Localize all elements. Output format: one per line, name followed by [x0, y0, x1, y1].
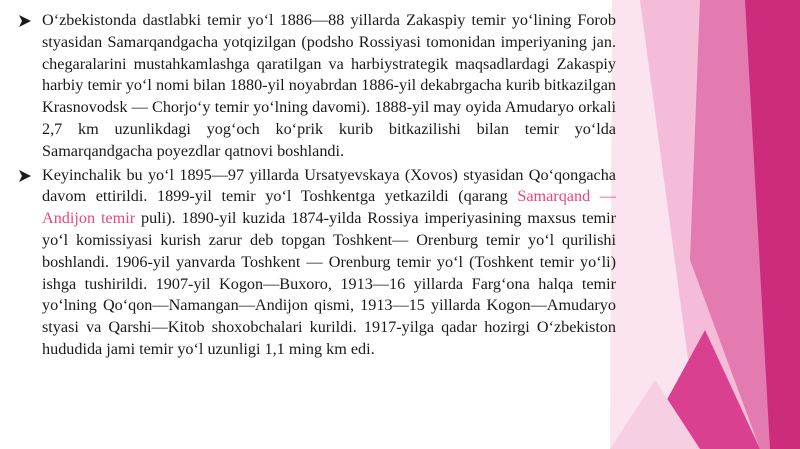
bullet-paragraph-1 — [18, 10, 616, 163]
paragraph-2-text-after: puli). 1890-yil kuzida 1874-yilda Rossiya imperiyasining maxsus temir yo‘l komissiyasi kurish zarur deb topgan Toshkent— Orenburg temir yo‘l qurilishi boshlandi. 1906-yil yanvarda Toshkent — Orenburg temir yo‘l (Toshkent temir yo‘li) ishga tushirildi. 1907-yil Kogon—Buxoro, 1913—16 yillarda Farg‘ona halqa temir yo‘lning Qo‘qon—Namangan—Andijon qismi, 1913—15 yillarda Kogon—Amudaryo styasi va Qarshi—Kitob shoxobchalari kurildi. 1917-yilga qadar hozirgi O‘zbekiston hududida jami temir yo‘l uzunligi 1,1 ming km edi. — [42, 209, 616, 358]
samarqand-andijon-link[interactable]: Samarqand — Andijon temir — [42, 187, 616, 228]
text-content — [18, 10, 616, 363]
arrowhead-bullet-icon — [18, 14, 32, 28]
arrowhead-bullet-icon — [18, 169, 32, 183]
bullet-paragraph-2 — [18, 165, 616, 361]
paragraph-2-text-before: Keyinchalik bu yo‘l 1895—97 yillarda Ursatyevskaya (Xovos) styasidan Qo‘qongacha davom ettirildi. 1899-yil temir yo‘l Toshkentga yetkazildi (qarang — [42, 165, 616, 206]
paragraph-1-text: O‘zbekistonda dastlabki temir yo‘l 1886—88 yillarda Zakaspiy temir yo‘lining Forob styasidan Samarqandgacha yotqizilgan (podsho Rossiyasi tomonidan imperiyaning jan. chegaralarini mustahkamlashga qaratilgan va harbiystrategik maqsadlardagi Zakaspiy harbiy temir yo‘l nomi bilan 1880-yil noyabrdan 1886-yil dekabrgacha kurib bitkazilgan Krasnovodsk — Chorjo‘y temir yo‘lning davomi). 1888-yil may oyida Amudaryo orkali 2,7 km uzunlikdagi yog‘och ko‘prik kurib bitkazilishi bilan temir yo‘lda Samarqandgacha poyezdlar qatnovi boshlandi. — [42, 11, 616, 160]
